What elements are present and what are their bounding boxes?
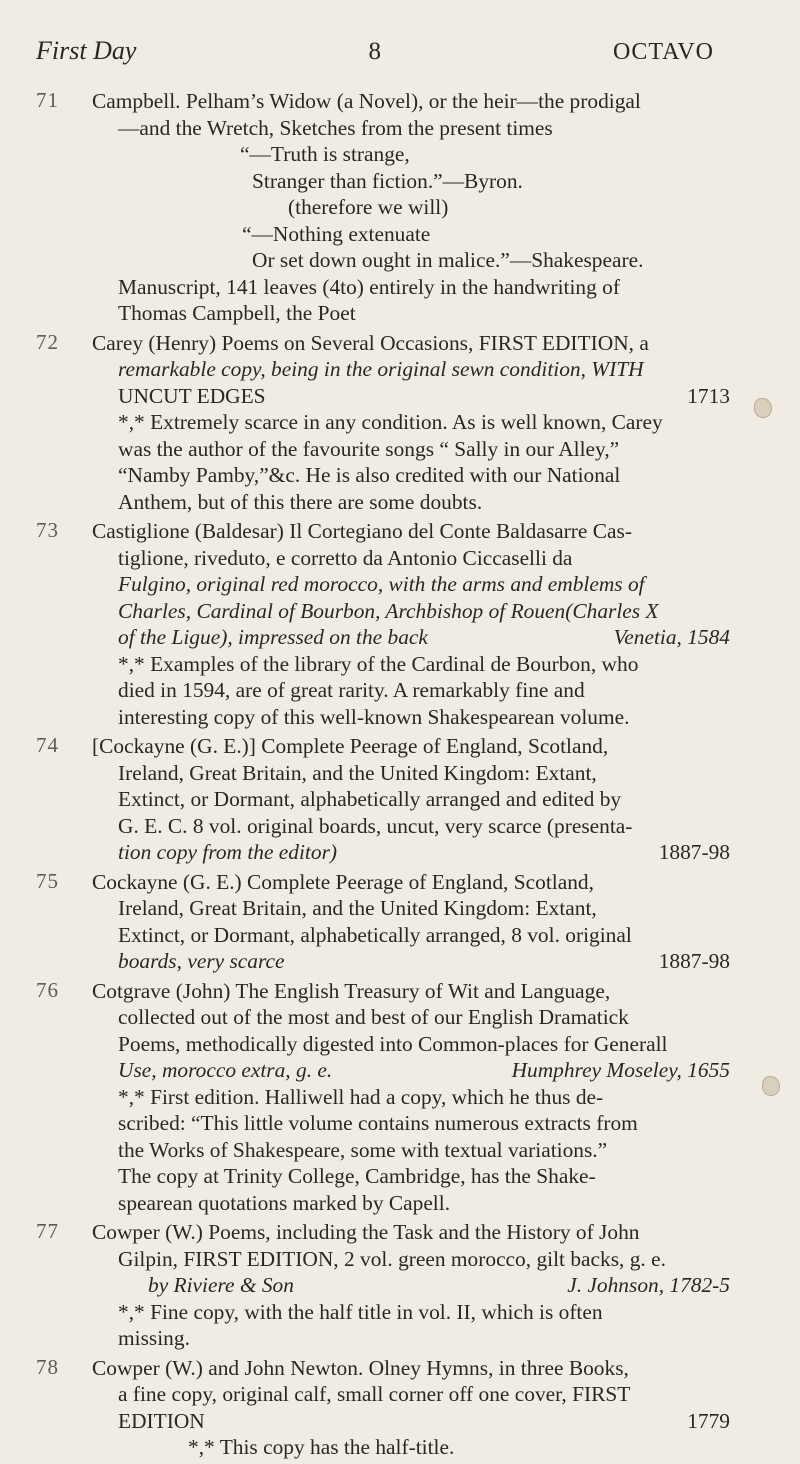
entry-line: Cowper (W.) Poems, including the Task and the History of John (92, 1220, 640, 1244)
lot-entry (30, 1219, 730, 1352)
lot-number: 72 (36, 329, 59, 354)
entry-line: Poems, methodically digested into Common-places for Generall (118, 1031, 668, 1056)
entry-line: collected out of the most and best of our English Dramatick (118, 1005, 629, 1029)
header-format: OCTAVO (613, 39, 714, 65)
lot-number: 77 (36, 1219, 59, 1243)
lot-number: 78 (36, 1354, 59, 1379)
entry-line: The copy at Trinity College, Cambridge, has the Shake- (118, 1164, 596, 1188)
entry-line: [Cockayne (G. E.)] Complete Peerage of England, Scotland, (92, 734, 609, 758)
entry-date: 1713 (687, 383, 730, 408)
entry-line: “—Nothing extenuate (242, 221, 431, 246)
entry-line: Cowper (W.) and John Newton. Olney Hymns, in three Books, (92, 1355, 629, 1380)
entry-line: G. E. C. 8 vol. original boards, uncut, very scarce (presenta- (118, 813, 633, 838)
entry-line: Fulgino, original red morocco, with the arms and emblems of (118, 572, 645, 596)
entry-line: scribed: “This little volume contains numerous extracts from (118, 1111, 638, 1135)
entry-line: Campbell. Pelham’s Widow (a Novel), or the heir—the prodigal (92, 89, 641, 113)
lot-entry (30, 330, 730, 516)
entry-line: the Works of Shakespeare, some with textual variations.” (118, 1137, 608, 1162)
entry-date: J. Johnson, 1782-5 (567, 1273, 730, 1297)
lot-number: 75 (36, 868, 59, 893)
entry-date: 1887-98 (658, 840, 730, 864)
entry-line: —and the Wretch, Sketches from the present times (118, 115, 553, 140)
lot-number: 76 (36, 977, 59, 1002)
entry-line: Cockayne (G. E.) Complete Peerage of England, Scotland, (92, 869, 594, 894)
entry-line: a fine copy, original calf, small corner off one cover, FIRST (118, 1382, 631, 1406)
entry-text: EDITION (118, 1408, 205, 1433)
entry-line-dated (92, 948, 730, 975)
entry-note: *,* Fine copy, with the half title in vol. II, which is often (118, 1299, 603, 1324)
entry-note: *,* Extremely scarce in any condition. As is well known, Carey (118, 410, 663, 434)
entry-text: Use, morocco extra, g. e. (118, 1058, 333, 1082)
entry-text: tion copy from the editor) (118, 840, 338, 864)
lot-list (30, 88, 730, 1464)
ornament-icon (754, 398, 772, 418)
page-header (36, 36, 714, 72)
lot-entry (30, 1355, 730, 1461)
entry-line: tiglione, riveduto, e corretto da Antonio Ciccaselli da (118, 545, 573, 570)
entry-line: died in 1594, are of great rarity. A remarkably fine and (118, 678, 585, 702)
lot-entry (30, 518, 730, 730)
entry-line-dated (92, 624, 730, 651)
header-day: First Day (36, 36, 137, 65)
entry-line-dated (92, 1057, 730, 1084)
page-number: 8 (368, 38, 381, 65)
entry-date: Humphrey Moseley, 1655 (511, 1058, 730, 1082)
entry-line: missing. (118, 1326, 190, 1350)
lot-entry (30, 869, 730, 975)
entry-line: was the author of the favourite songs “ Sally in our Alley,” (118, 436, 620, 461)
entry-line: “—Truth is strange, (240, 142, 410, 166)
entry-line: Carey (Henry) Poems on Several Occasions, FIRST EDITION, a (92, 330, 649, 355)
entry-line: Gilpin, FIRST EDITION, 2 vol. green morocco, gilt backs, g. e. (118, 1246, 666, 1271)
entry-text: UNCUT EDGES (118, 383, 266, 408)
entry-line: Charles, Cardinal of Bourbon, Archbishop of Rouen(Charles X (118, 598, 659, 623)
entry-line: Extinct, or Dormant, alphabetically arranged, 8 vol. original (118, 922, 632, 947)
entry-date: Venetia, 1584 (613, 625, 730, 649)
entry-line-dated (92, 383, 730, 410)
entry-line: Ireland, Great Britain, and the United Kingdom: Extant, (118, 760, 597, 785)
entry-line: Extinct, or Dormant, alphabetically arranged and edited by (118, 787, 622, 811)
entry-note: *,* Examples of the library of the Cardinal de Bourbon, who (118, 651, 639, 676)
ornament-icon (762, 1076, 780, 1096)
entry-line: Or set down ought in malice.”—Shakespeare. (252, 248, 644, 272)
entry-line-dated (92, 839, 730, 866)
entry-line: Ireland, Great Britain, and the United Kingdom: Extant, (118, 896, 597, 920)
entry-line: interesting copy of this well-known Shakespearean volume. (118, 704, 630, 729)
lot-entry (30, 978, 730, 1217)
entry-text: by Riviere & Son (148, 1273, 294, 1297)
entry-line: “Namby Pamby,”&c. He is also credited with our National (118, 463, 621, 487)
lot-number: 74 (36, 733, 59, 757)
lot-number: 73 (36, 518, 59, 542)
entry-text: boards, very scarce (118, 949, 285, 973)
entry-note: *,* This copy has the half-title. (188, 1435, 455, 1459)
entry-date: 1887-98 (658, 949, 730, 973)
entry-text: of the Ligue), impressed on the back (118, 625, 428, 649)
entry-line: Cotgrave (John) The English Treasury of Wit and Language, (92, 978, 611, 1003)
entry-line: spearean quotations marked by Capell. (118, 1190, 451, 1215)
entry-line: remarkable copy, being in the original sewn condition, WITH (118, 357, 644, 381)
entry-date: 1779 (687, 1408, 730, 1433)
entry-line: Thomas Campbell, the Poet (118, 301, 356, 325)
entry-line: Manuscript, 141 leaves (4to) entirely in the handwriting of (118, 274, 620, 299)
entry-line-dated (92, 1272, 730, 1299)
lot-entry (30, 733, 730, 866)
entry-line: (therefore we will) (288, 195, 449, 219)
entry-line: Castiglione (Baldesar) Il Cortegiano del Conte Baldasarre Cas- (92, 519, 632, 543)
entry-line-dated (92, 1408, 730, 1435)
entry-line: Stranger than fiction.”—Byron. (252, 168, 523, 193)
entry-line: Anthem, but of this there are some doubts. (118, 489, 483, 514)
lot-number: 71 (36, 88, 59, 112)
lot-entry (30, 88, 730, 327)
entry-note: *,* First edition. Halliwell had a copy, which he thus de- (118, 1084, 604, 1109)
